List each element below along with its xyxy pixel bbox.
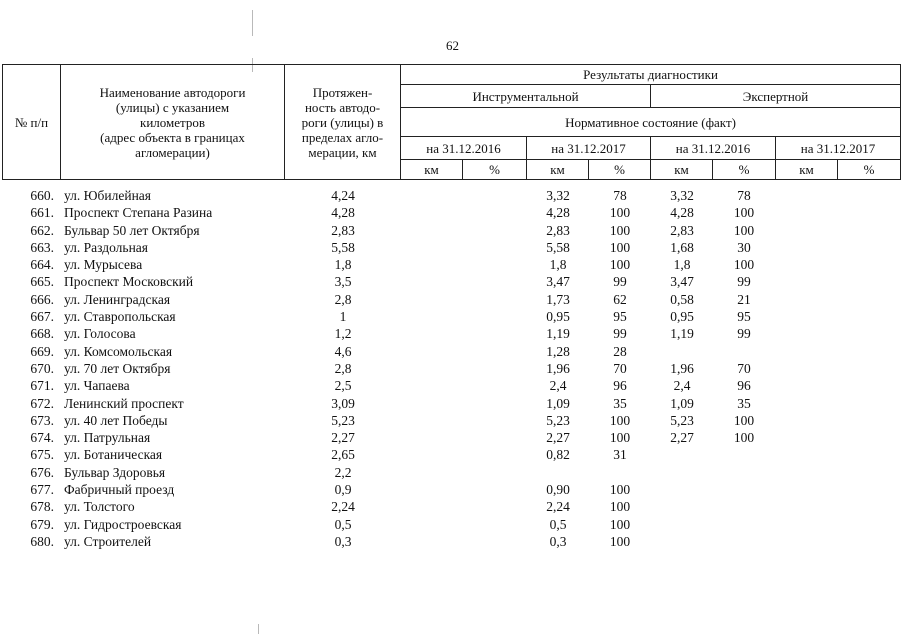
road-name: ул. Патрульная [64,430,151,446]
exp-2016-km: 3,32 [670,188,694,203]
row-number: 672. [30,395,54,411]
row-number: 671. [30,378,54,394]
exp-2016-km: 2,4 [673,378,691,394]
header-length-line: роги (улицы) в [301,114,384,130]
road-length: 0,9 [334,482,352,498]
road-name: ул. Комсомольская [64,343,173,359]
instr-2017-pct: 95 [613,309,627,325]
header-normative: Нормативное состояние (факт) [401,108,901,137]
table-row [2,325,882,342]
instr-2017-km: 5,58 [546,239,570,255]
road-length: 3,5 [334,274,352,290]
row-number: 670. [30,360,54,376]
table-row [2,412,882,429]
header-name-line: (улицы) с указанием [115,99,230,115]
road-name: Фабричный проезд [64,482,175,498]
road-length: 1 [339,309,347,325]
row-number: 666. [30,291,54,307]
road-length: 0,5 [334,516,352,532]
exp-2016-pct: 30 [737,239,751,255]
exp-2016-pct: 21 [737,291,751,307]
road-name: ул. Раздольная [64,239,148,255]
exp-2016-km: 2,83 [670,222,694,238]
road-name: ул. Строителей [64,533,152,549]
header-length-line: Протяжен- [312,84,373,100]
row-number: 663. [30,239,54,255]
table-row [2,239,882,256]
instr-2017-km: 3,32 [546,188,570,203]
row-number: 678. [30,499,54,515]
instr-2017-pct: 100 [609,222,631,238]
header-unit-pct: % [838,160,901,180]
exp-2016-pct: 100 [733,412,755,428]
header-length-line: мерации, км [308,144,377,160]
header-unit-km: км [776,160,838,180]
table-row [2,481,882,498]
table-row [2,308,882,325]
instr-2017-km: 0,95 [546,309,570,325]
road-name: ул. Толстого [64,499,135,515]
header-unit-km: км [651,160,713,180]
table-header [2,64,901,180]
road-length: 0,3 [334,533,352,549]
road-name: ул. Юбилейная [64,188,151,203]
exp-2016-km: 0,58 [670,291,694,307]
table-row [2,377,882,394]
exp-2016-km: 1,68 [670,239,694,255]
row-number: 669. [30,343,54,359]
instr-2017-km: 2,24 [546,499,570,515]
road-name: Проспект Степана Разина [64,205,213,221]
header-date-instr-2017: на 31.12.2017 [527,137,651,160]
header-unit-km: км [401,160,463,180]
header-length [285,65,401,180]
road-length: 2,65 [331,447,355,463]
exp-2016-pct: 100 [733,205,755,221]
instr-2017-km: 1,73 [546,291,570,307]
instr-2017-km: 0,82 [546,447,570,463]
instr-2017-km: 1,96 [546,360,570,376]
instr-2017-km: 0,3 [549,533,567,549]
road-name: ул. Ботаническая [64,447,163,463]
row-number: 664. [30,257,54,273]
table-row [2,498,882,515]
header-date-exp-2017: на 31.12.2017 [776,137,901,160]
road-name: Бульвар 50 лет Октября [64,222,200,238]
exp-2016-pct: 78 [737,188,751,203]
table-row [2,516,882,533]
road-name: ул. Ленинградская [64,291,171,307]
row-number: 680. [30,533,54,549]
road-name: ул. Ставропольская [64,309,176,325]
header-unit-pct: % [589,160,651,180]
instr-2017-km: 1,19 [546,326,570,342]
exp-2016-pct: 99 [737,274,751,290]
row-number: 675. [30,447,54,463]
exp-2016-pct: 95 [737,309,751,325]
scan-mark-top [252,10,253,36]
instr-2017-pct: 100 [609,482,631,498]
table-row [2,360,882,377]
road-length: 1,8 [334,257,352,273]
instr-2017-pct: 78 [613,188,627,203]
exp-2016-km: 1,96 [670,360,694,376]
scan-mark-bottom [258,624,259,634]
instr-2017-pct: 96 [613,378,627,394]
exp-2016-pct: 70 [737,360,751,376]
instr-2017-km: 4,28 [546,205,570,221]
road-length: 2,8 [334,360,352,376]
road-length: 3,09 [331,395,355,411]
instr-2017-pct: 100 [609,430,631,446]
exp-2016-km: 0,95 [670,309,694,325]
header-instrumental: Инструментальной [401,85,651,108]
instr-2017-km: 1,8 [549,257,567,273]
header-unit-km: км [527,160,589,180]
row-number: 667. [30,309,54,325]
table-row [2,222,882,239]
instr-2017-pct: 100 [609,239,631,255]
header-length-line: ность автодо- [304,99,381,115]
exp-2016-km: 4,28 [670,205,694,221]
exp-2016-pct: 100 [733,430,755,446]
exp-2016-km: 1,09 [670,395,694,411]
header-expert: Экспертной [651,85,901,108]
instr-2017-km: 2,83 [546,222,570,238]
exp-2016-km: 1,8 [673,257,691,273]
exp-2016-km: 3,47 [670,274,694,290]
exp-2016-pct: 100 [733,257,755,273]
header-name-line: Наименование автодороги [99,84,246,100]
row-number: 662. [30,222,54,238]
road-length: 4,24 [331,188,355,203]
table-row [2,187,882,204]
table-row [2,343,882,360]
header-name-line: километров [140,114,205,130]
header-name [61,65,285,180]
header-date-exp-2016: на 31.12.2016 [651,137,776,160]
instr-2017-pct: 99 [613,326,627,342]
exp-2016-km: 2,27 [670,430,694,446]
exp-2016-km: 5,23 [670,412,694,428]
page-number: 62 [446,38,459,53]
road-length: 1,2 [334,326,352,342]
table-row [2,273,882,290]
road-name: ул. 70 лет Октября [64,360,171,376]
road-length: 4,28 [331,205,355,221]
instr-2017-pct: 99 [613,274,627,290]
instr-2017-pct: 70 [613,360,627,376]
instr-2017-pct: 28 [613,343,627,359]
instr-2017-km: 0,90 [546,482,570,498]
exp-2016-pct: 100 [733,222,755,238]
instr-2017-pct: 31 [613,447,627,463]
table-body [2,187,882,550]
instr-2017-km: 5,23 [546,412,570,428]
header-date-instr-2016: на 31.12.2016 [401,137,527,160]
instr-2017-pct: 100 [609,516,631,532]
instr-2017-km: 3,47 [546,274,570,290]
road-name: Ленинский проспект [64,395,184,411]
road-length: 5,58 [331,239,355,255]
road-length: 2,83 [331,222,355,238]
table-row [2,446,882,463]
header-length-line: пределах агло- [301,129,384,145]
instr-2017-km: 0,5 [549,516,567,532]
road-length: 2,24 [331,499,355,515]
instr-2017-pct: 62 [613,291,627,307]
header-name-line: (адрес объекта в границах [100,129,245,145]
instr-2017-km: 1,09 [546,395,570,411]
header-num: № п/п [3,65,61,180]
road-name: Бульвар Здоровья [64,464,166,480]
instr-2017-pct: 100 [609,257,631,273]
road-length: 2,2 [334,464,352,480]
table-row [2,395,882,412]
exp-2016-pct: 35 [737,395,751,411]
road-name: ул. Гидростроевская [64,516,182,532]
exp-2016-pct: 99 [737,326,751,342]
row-number: 660. [30,188,54,203]
road-name: ул. Чапаева [64,378,130,394]
row-number: 668. [30,326,54,342]
instr-2017-km: 2,4 [549,378,567,394]
instr-2017-pct: 100 [609,205,631,221]
table-row [2,533,882,550]
row-number: 661. [30,205,54,221]
row-number: 674. [30,430,54,446]
road-length: 2,5 [334,378,352,394]
table-row [2,204,882,221]
table-row [2,429,882,446]
row-number: 665. [30,274,54,290]
road-length: 5,23 [331,412,355,428]
header-results: Результаты диагностики [401,65,901,85]
header-unit-pct: % [463,160,527,180]
row-number: 676. [30,464,54,480]
table-row [2,291,882,308]
exp-2016-km: 1,19 [670,326,694,342]
instr-2017-pct: 100 [609,412,631,428]
header-unit-pct: % [713,160,776,180]
table-row [2,256,882,273]
road-name: Проспект Московский [64,274,194,290]
instr-2017-km: 1,28 [546,343,570,359]
road-length: 2,8 [334,291,352,307]
row-number: 677. [30,482,54,498]
row-number: 673. [30,412,54,428]
instr-2017-km: 2,27 [546,430,570,446]
road-length: 4,6 [334,343,352,359]
instr-2017-pct: 35 [613,395,627,411]
exp-2016-pct: 96 [737,378,751,394]
row-number: 679. [30,516,54,532]
road-name: ул. Голосова [64,326,136,342]
instr-2017-pct: 100 [609,533,631,549]
road-name: ул. 40 лет Победы [64,412,168,428]
road-name: ул. Мурысева [64,257,143,273]
road-length: 2,27 [331,430,355,446]
header-name-line: агломерации) [135,144,210,160]
instr-2017-pct: 100 [609,499,631,515]
table-row [2,464,882,481]
